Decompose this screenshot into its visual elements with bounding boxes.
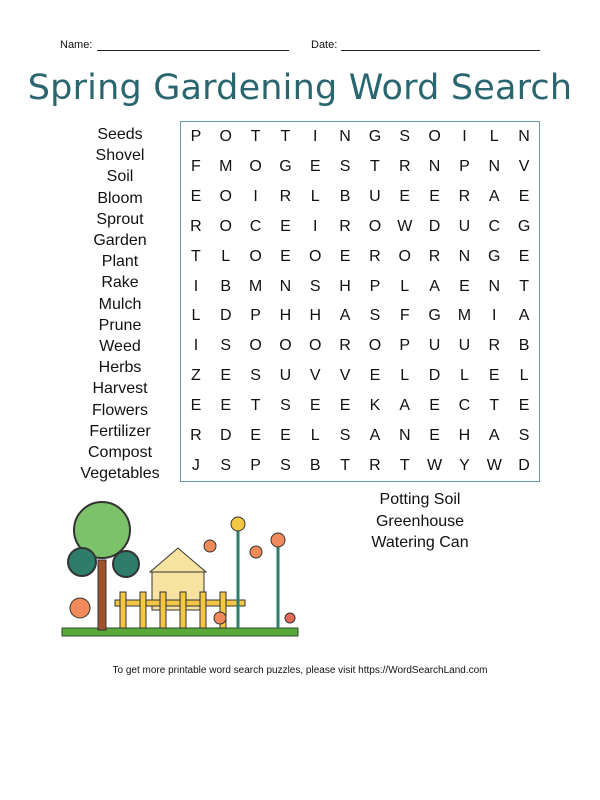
grid-letter: E [280, 427, 291, 445]
grid-letter: A [488, 427, 500, 445]
grid-letter: L [310, 187, 320, 205]
grid-letter: E [190, 187, 202, 205]
grid-letter: H [458, 427, 471, 445]
grid-letter: E [518, 397, 530, 415]
grid-letter: L [221, 247, 231, 265]
word-item: Garden [93, 232, 147, 250]
grid-letter: I [193, 337, 199, 355]
grid-letter: E [339, 397, 351, 415]
grid-letter: S [280, 397, 291, 415]
grid-letter: E [518, 247, 530, 265]
grid-letter: S [369, 307, 381, 325]
grid-letter: E [399, 187, 411, 205]
garden-illustration [60, 500, 300, 642]
word-item: Vegetables [80, 465, 160, 483]
grid-letter: O [368, 217, 382, 235]
word-list [60, 124, 180, 484]
grid-letter: Y [459, 457, 470, 475]
page-title: Spring Gardening Word Search [27, 68, 573, 108]
grid-letter: E [369, 367, 381, 385]
grid-letter: T [370, 157, 380, 175]
grid-letter: L [191, 307, 201, 325]
grid-letter: S [339, 427, 351, 445]
word-item: Watering Can [371, 534, 469, 551]
grid-letter: G [279, 157, 292, 175]
word-item: Compost [87, 444, 153, 462]
grid-letter: B [339, 187, 351, 205]
grid-letter: G [488, 247, 501, 265]
grid-letter: W [427, 457, 443, 475]
grid-letter: T [250, 397, 261, 415]
word-item: Weed [99, 338, 141, 356]
grid-letter: R [458, 187, 471, 205]
grid-letter: I [462, 127, 467, 145]
word-item: Shovel [95, 147, 145, 165]
grid-letter: N [488, 277, 501, 295]
grid-letter: L [400, 367, 410, 385]
grid-letter: R [369, 457, 381, 475]
grid-letter: N [518, 127, 530, 145]
grid-letter: L [400, 277, 410, 295]
grid-letter: O [279, 337, 292, 355]
grid-letter: I [492, 307, 497, 325]
grid-letter: A [488, 187, 500, 205]
grid-letter: B [518, 337, 530, 355]
grid-letter: R [339, 217, 351, 235]
grid-letter: K [369, 397, 381, 415]
grid-letter: T [489, 397, 500, 415]
grid-letter: H [339, 277, 351, 295]
grid-letter: U [369, 187, 381, 205]
grid-letter: M [248, 277, 263, 295]
grid-letter: E [190, 397, 202, 415]
grid-letter: P [250, 307, 261, 325]
grid-letter: A [429, 277, 440, 295]
grid-letter: F [191, 157, 201, 175]
grid-letter: N [488, 157, 501, 175]
grid-letter: W [486, 457, 502, 475]
grid-letter: S [220, 457, 232, 475]
grid-letter: H [309, 307, 322, 325]
grid-letter: S [250, 367, 261, 385]
grid-letter: R [279, 187, 292, 205]
grid-letter: R [398, 157, 411, 175]
grid-letter: O [249, 337, 262, 355]
word-item: Potting Soil [379, 491, 461, 508]
word-item: Harvest [92, 380, 148, 398]
word-item: Herbs [98, 359, 142, 377]
grid-letter: U [428, 337, 441, 355]
grid-letter: C [488, 217, 501, 235]
word-item: Sprout [96, 210, 144, 228]
grid-letter: B [309, 457, 321, 475]
grid-letter: R [190, 427, 202, 445]
word-item: Flowers [91, 401, 148, 419]
grid-letter: A [369, 427, 381, 445]
grid-letter: T [280, 127, 291, 145]
grid-letter: I [313, 127, 318, 145]
grid-letter: E [280, 217, 291, 235]
grid-letter: R [369, 247, 381, 265]
grid-letter: O [398, 247, 411, 265]
grid-letter: T [340, 457, 350, 475]
grid-letter: L [489, 127, 499, 145]
grid-letter: E [429, 397, 440, 415]
grid-letter: D [428, 217, 441, 235]
grid-letter: E [280, 247, 291, 265]
grid-letter: L [519, 367, 529, 385]
name-label: Name: [60, 39, 93, 51]
word-item: Plant [101, 253, 139, 271]
grid-letter: P [399, 337, 411, 355]
grid-letter: P [459, 157, 470, 175]
word-item: Seeds [97, 126, 143, 143]
grid-letter: E [220, 397, 232, 415]
grid-letter: O [309, 337, 322, 355]
grid-letter: T [399, 457, 410, 475]
grid-letter: S [399, 127, 411, 145]
grid-letter: O [428, 127, 441, 145]
grid-letter: E [309, 157, 321, 175]
grid-letter: D [219, 307, 232, 325]
grid-letter: E [459, 277, 470, 295]
grid-letter: E [429, 427, 440, 445]
grid-letter: E [429, 187, 440, 205]
footer-text: To get more printable word search puzzles, please visit https://WordSearchLand.com [112, 665, 488, 676]
grid-letter: V [309, 367, 321, 385]
grid-letter: C [458, 397, 471, 415]
date-label: Date: [311, 39, 338, 51]
grid-letter: D [518, 457, 530, 475]
grid-letter: N [398, 427, 411, 445]
grid-letter: B [220, 277, 232, 295]
grid-letter: E [488, 367, 500, 385]
grid-letter: P [190, 127, 202, 145]
grid-letter: F [399, 307, 410, 325]
name-field[interactable] [97, 38, 289, 51]
grid-letter: U [458, 217, 471, 235]
fence-icon [115, 592, 245, 628]
grid-letter: W [397, 217, 413, 235]
grid-letter: T [519, 277, 529, 295]
grid-letter: S [339, 157, 351, 175]
grid-letter: D [219, 427, 232, 445]
grid-letter: G [517, 217, 531, 235]
grid-letter: R [488, 337, 501, 355]
grid-letter: A [399, 397, 411, 415]
grid-letter: L [459, 367, 469, 385]
grid-letter: O [309, 247, 322, 265]
grid-letter: R [190, 217, 202, 235]
grid-letter: A [339, 307, 351, 325]
grid-letter: I [253, 187, 258, 205]
grid-letter: U [458, 337, 471, 355]
grid-letter: S [280, 457, 291, 475]
grid-letter: O [219, 217, 232, 235]
grid-letter: S [309, 277, 321, 295]
grid-letter: L [310, 427, 320, 445]
word-item: Bloom [97, 189, 143, 207]
grid-letter: O [219, 187, 232, 205]
grid-letter: N [428, 157, 441, 175]
grid-letter: E [339, 247, 351, 265]
word-item: Fertilizer [89, 422, 151, 440]
grid-letter: G [428, 307, 441, 325]
grid-letter: R [428, 247, 441, 265]
word-item: Mulch [98, 295, 142, 313]
grid-letter: N [339, 127, 351, 145]
letter-grid [180, 121, 540, 482]
grid-letter: I [313, 217, 318, 235]
grid-letter: Z [191, 367, 201, 385]
grid-letter: I [193, 277, 199, 295]
date-field[interactable] [341, 38, 540, 51]
word-item: Greenhouse [375, 512, 465, 530]
grid-letter: S [518, 427, 530, 445]
grid-letter: P [369, 277, 381, 295]
word-item: Rake [101, 274, 139, 292]
word-item: Prune [98, 316, 142, 334]
grid-letter: N [279, 277, 292, 295]
grid-letter: E [518, 187, 530, 205]
grid-letter: E [220, 367, 232, 385]
grid-letter: O [219, 127, 232, 145]
grid-letter: D [428, 367, 441, 385]
grid-letter: E [250, 427, 261, 445]
grid-letter: N [458, 247, 471, 265]
grid-letter: T [191, 247, 201, 265]
grid-letter: O [368, 337, 382, 355]
word-list-extra [350, 489, 490, 554]
grid-letter: M [219, 157, 233, 175]
grid-letter: A [518, 307, 530, 325]
grid-letter: P [250, 457, 261, 475]
grid-letter: M [457, 307, 472, 325]
word-item: Soil [106, 168, 134, 186]
grid-letter: G [368, 127, 382, 145]
grid-letter: C [249, 217, 262, 235]
grid-letter: S [220, 337, 232, 355]
grid-letter: R [339, 337, 351, 355]
grid-letter: J [191, 457, 200, 475]
grid-letter: O [249, 157, 262, 175]
grid-letter: O [249, 247, 262, 265]
grid-letter: H [279, 307, 292, 325]
grid-letter: V [339, 367, 351, 385]
grid-letter: E [309, 397, 321, 415]
grid-letter: U [279, 367, 292, 385]
grid-letter: V [518, 157, 530, 175]
grid-letter: T [250, 127, 261, 145]
